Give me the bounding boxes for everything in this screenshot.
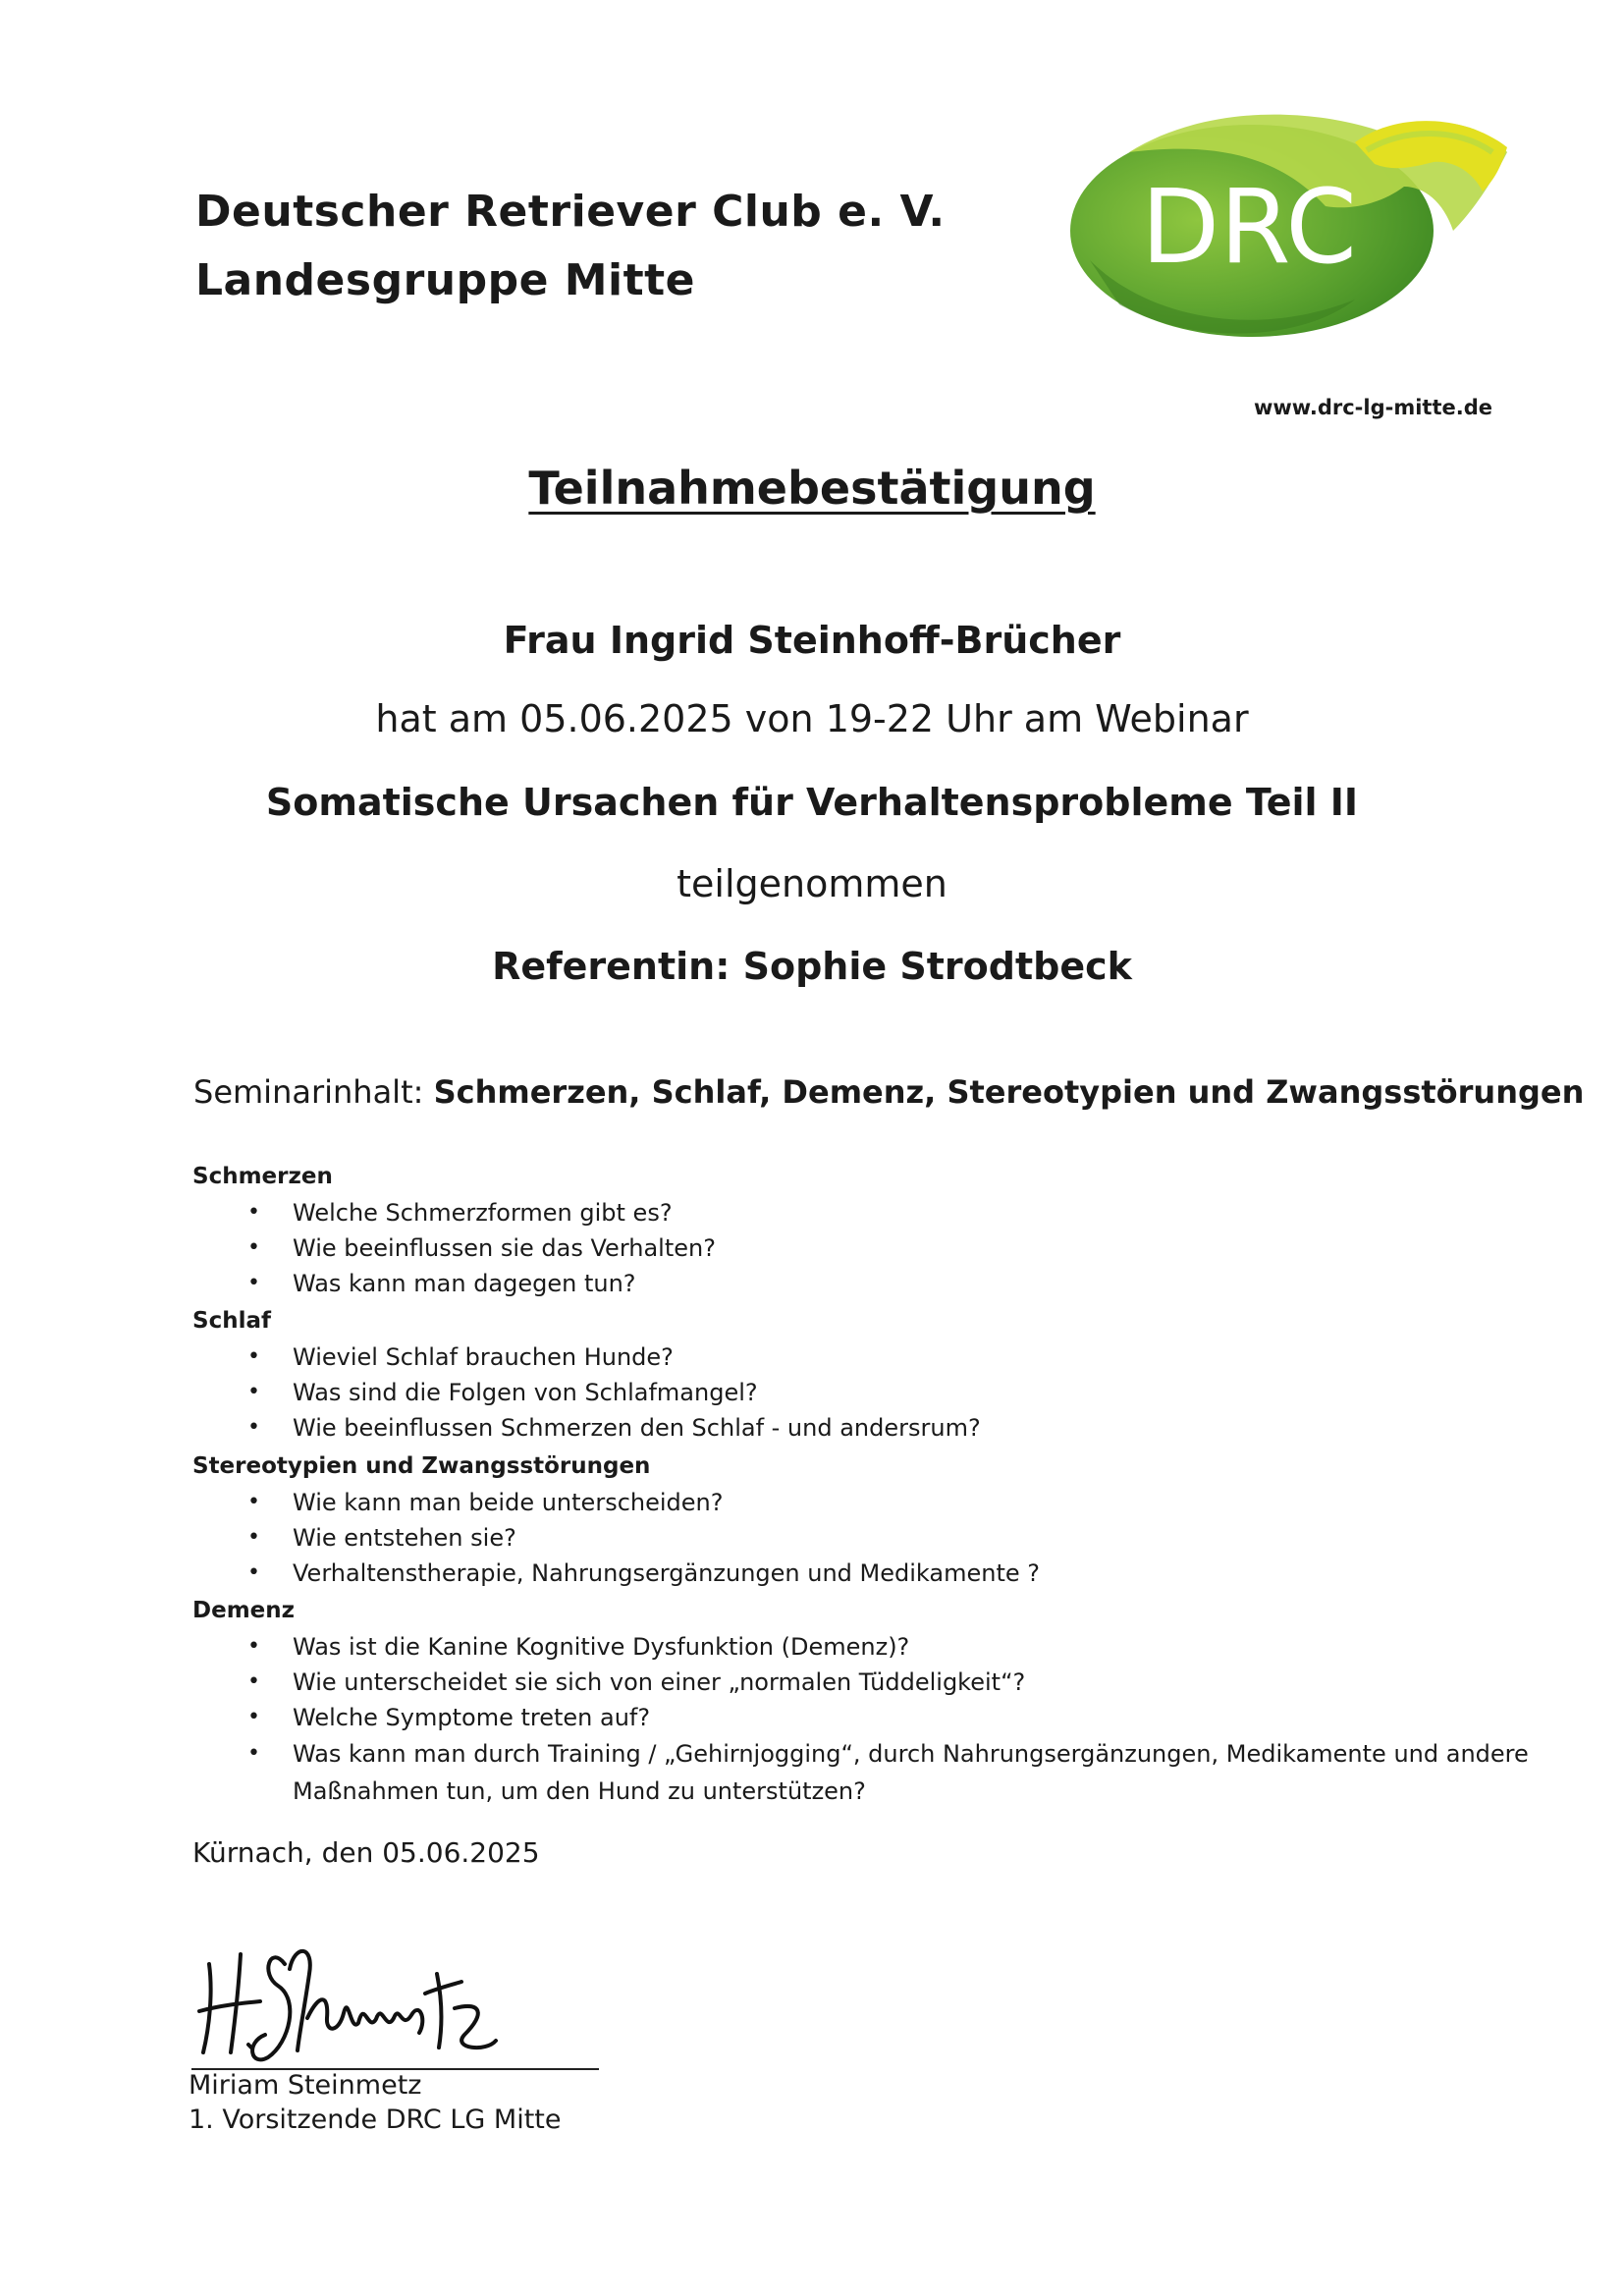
list-item: • Was sind die Folgen von Schlafmangel? (192, 1375, 981, 1410)
section-schmerzen (192, 1159, 716, 1301)
section-schlaf (192, 1303, 981, 1446)
signer-role: 1. Vorsitzende DRC LG Mitte (189, 2104, 562, 2135)
date-line: hat am 05.06.2025 von 19-22 Uhr am Webinar (375, 697, 1249, 740)
bullet-list (192, 1485, 1040, 1591)
list-item: • Verhaltenstherapie, Nahrungsergänzungen und Medikamente ? (192, 1556, 1040, 1591)
list-item: • Welche Schmerzformen gibt es? (192, 1195, 716, 1230)
website-url: www.drc-lg-mitte.de (1254, 396, 1492, 419)
bullet-list (192, 1629, 1624, 1810)
participant-name: Frau Ingrid Steinhoff-Brücher (503, 619, 1121, 662)
section-demenz (192, 1593, 1624, 1810)
list-item: • Wie kann man beide unterscheiden? (192, 1485, 1040, 1520)
signer-name: Miriam Steinmetz (189, 2070, 422, 2101)
list-item: • Welche Symptome treten auf? (192, 1700, 1624, 1735)
list-item: • Wie entstehen sie? (192, 1520, 1040, 1556)
drc-logo (1060, 93, 1522, 349)
bullet-list (192, 1339, 981, 1446)
organization-subtitle: Landesgruppe Mitte (195, 255, 696, 305)
list-item: • Wie unterscheidet sie sich von einer „normalen Tüddeligkeit“? (192, 1665, 1624, 1700)
seminar-content (193, 1073, 1584, 1111)
signature (191, 1925, 506, 2072)
participated-text: teilgenommen (677, 862, 947, 905)
list-item: • Wie beeinflussen Schmerzen den Schlaf - und andersrum? (192, 1410, 981, 1446)
list-item: • Was kann man dagegen tun? (192, 1266, 716, 1301)
section-stereotypien (192, 1448, 1040, 1591)
section-title: Schmerzen (192, 1164, 333, 1189)
section-title: Stereotypien und Zwangsstörungen (192, 1453, 651, 1479)
place-date: Kürnach, den 05.06.2025 (192, 1836, 540, 1869)
list-item: • Was kann man durch Training / „Gehirnjogging“, durch Nahrungsergänzungen, Medikamente und andere Maßnahmen tun, um den Hund zu unterstützen? (192, 1735, 1624, 1810)
bullet-list (192, 1195, 716, 1301)
certificate-title-text: Teilnahmebestätigung (528, 462, 1096, 515)
certificate-title (0, 462, 1624, 515)
list-item: • Wieviel Schlaf brauchen Hunde? (192, 1339, 981, 1375)
logo-text: DRC (1141, 167, 1357, 287)
seminar-topics: Schmerzen, Schlaf, Demenz, Stereotypien und Zwangsstörungen (433, 1073, 1585, 1111)
speaker: Referentin: Sophie Strodtbeck (492, 945, 1132, 988)
seminar-label: Seminarinhalt: (193, 1073, 434, 1111)
list-item: • Was ist die Kanine Kognitive Dysfunktion (Demenz)? (192, 1629, 1624, 1665)
webinar-title: Somatische Ursachen für Verhaltensprobleme Teil II (265, 781, 1359, 824)
section-title: Demenz (192, 1598, 296, 1623)
organization-name: Deutscher Retriever Club e. V. (195, 187, 946, 237)
list-item: • Wie beeinflussen sie das Verhalten? (192, 1230, 716, 1266)
section-title: Schlaf (192, 1308, 271, 1334)
